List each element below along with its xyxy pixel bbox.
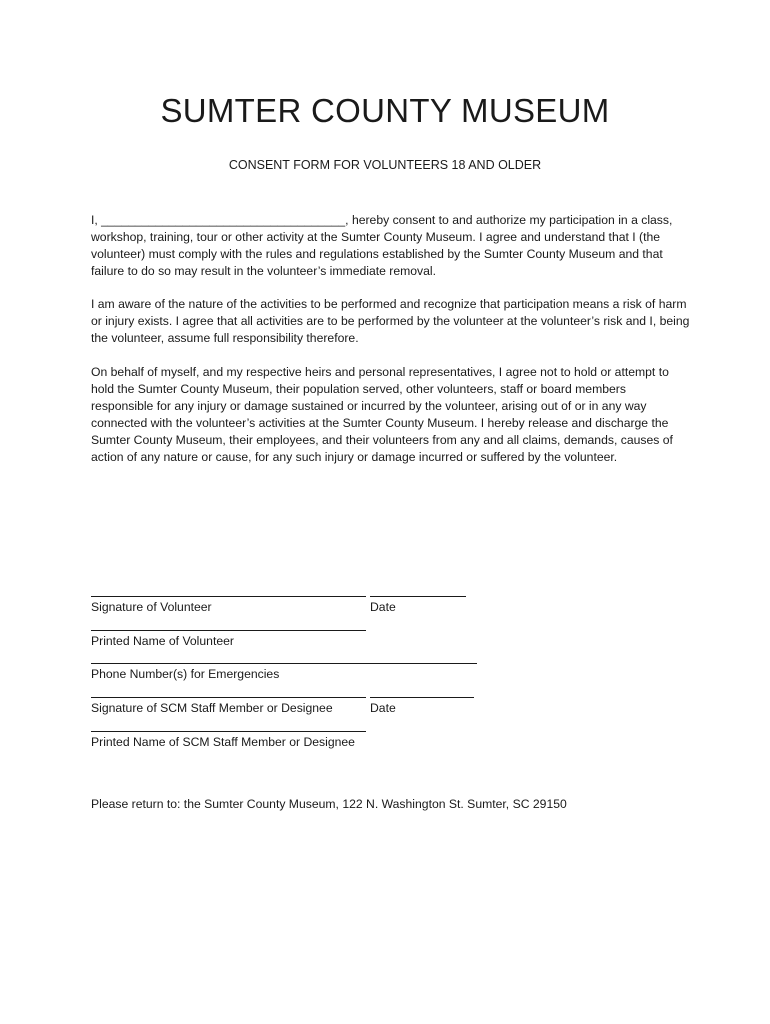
phone-emergencies-label: Phone Number(s) for Emergencies [91, 667, 280, 681]
volunteer-date-label: Date [370, 600, 396, 614]
phone-emergencies-line[interactable] [91, 663, 477, 664]
staff-date-line[interactable] [370, 697, 474, 698]
page-title: SUMTER COUNTY MUSEUM [160, 92, 610, 129]
staff-signature-line[interactable] [91, 697, 366, 698]
form-subtitle: CONSENT FORM FOR VOLUNTEERS 18 AND OLDER [228, 158, 542, 172]
volunteer-signature-label: Signature of Volunteer [91, 600, 212, 614]
printed-name-staff-label: Printed Name of SCM Staff Member or Designee [91, 735, 355, 749]
risk-paragraph: I am aware of the nature of the activities to be performed and recognize that participation means a risk of harm or injury exists. I agree that all activities are to be performed by the volunteer at the volunteer’s risk and I, being the volunteer, assume full responsibility therefore. [91, 297, 690, 345]
volunteer-date-line[interactable] [370, 596, 466, 597]
volunteer-signature-line[interactable] [91, 596, 366, 597]
staff-signature-label: Signature of SCM Staff Member or Designee [91, 701, 333, 715]
printed-name-volunteer-line[interactable] [91, 630, 366, 631]
consent-paragraph: I, ____________________________________, hereby consent to and authorize my participation in a class, workshop, training, tour or other activity at the Sumter County Museum. I agree and understand that I (the volunteer) must comply with the rules and regulations established by the Sumter County Museum and that failure to do so may result in the volunteer’s immediate removal. [91, 213, 673, 278]
printed-name-staff-line[interactable] [91, 731, 366, 732]
release-paragraph: On behalf of myself, and my respective heirs and personal representatives, I agree not to hold or attempt to hold the Sumter County Museum, their population served, other volunteers, staff or board members responsible for any injury or damage sustained or incurred by the volunteer, arising out of or in any way connected with the volunteer’s activities at the Sumter County Museum. I hereby release and discharge the Sumter County Museum, their employees, and their volunteers from any and all claims, demands, causes of action of any nature or cause, for any such injury or damage incurred or suffered by the volunteer. [91, 365, 673, 464]
printed-name-volunteer-label: Printed Name of Volunteer [91, 634, 234, 648]
staff-date-label: Date [370, 701, 396, 715]
return-address-note: Please return to: the Sumter County Museum, 122 N. Washington St. Sumter, SC 29150 [91, 797, 567, 811]
